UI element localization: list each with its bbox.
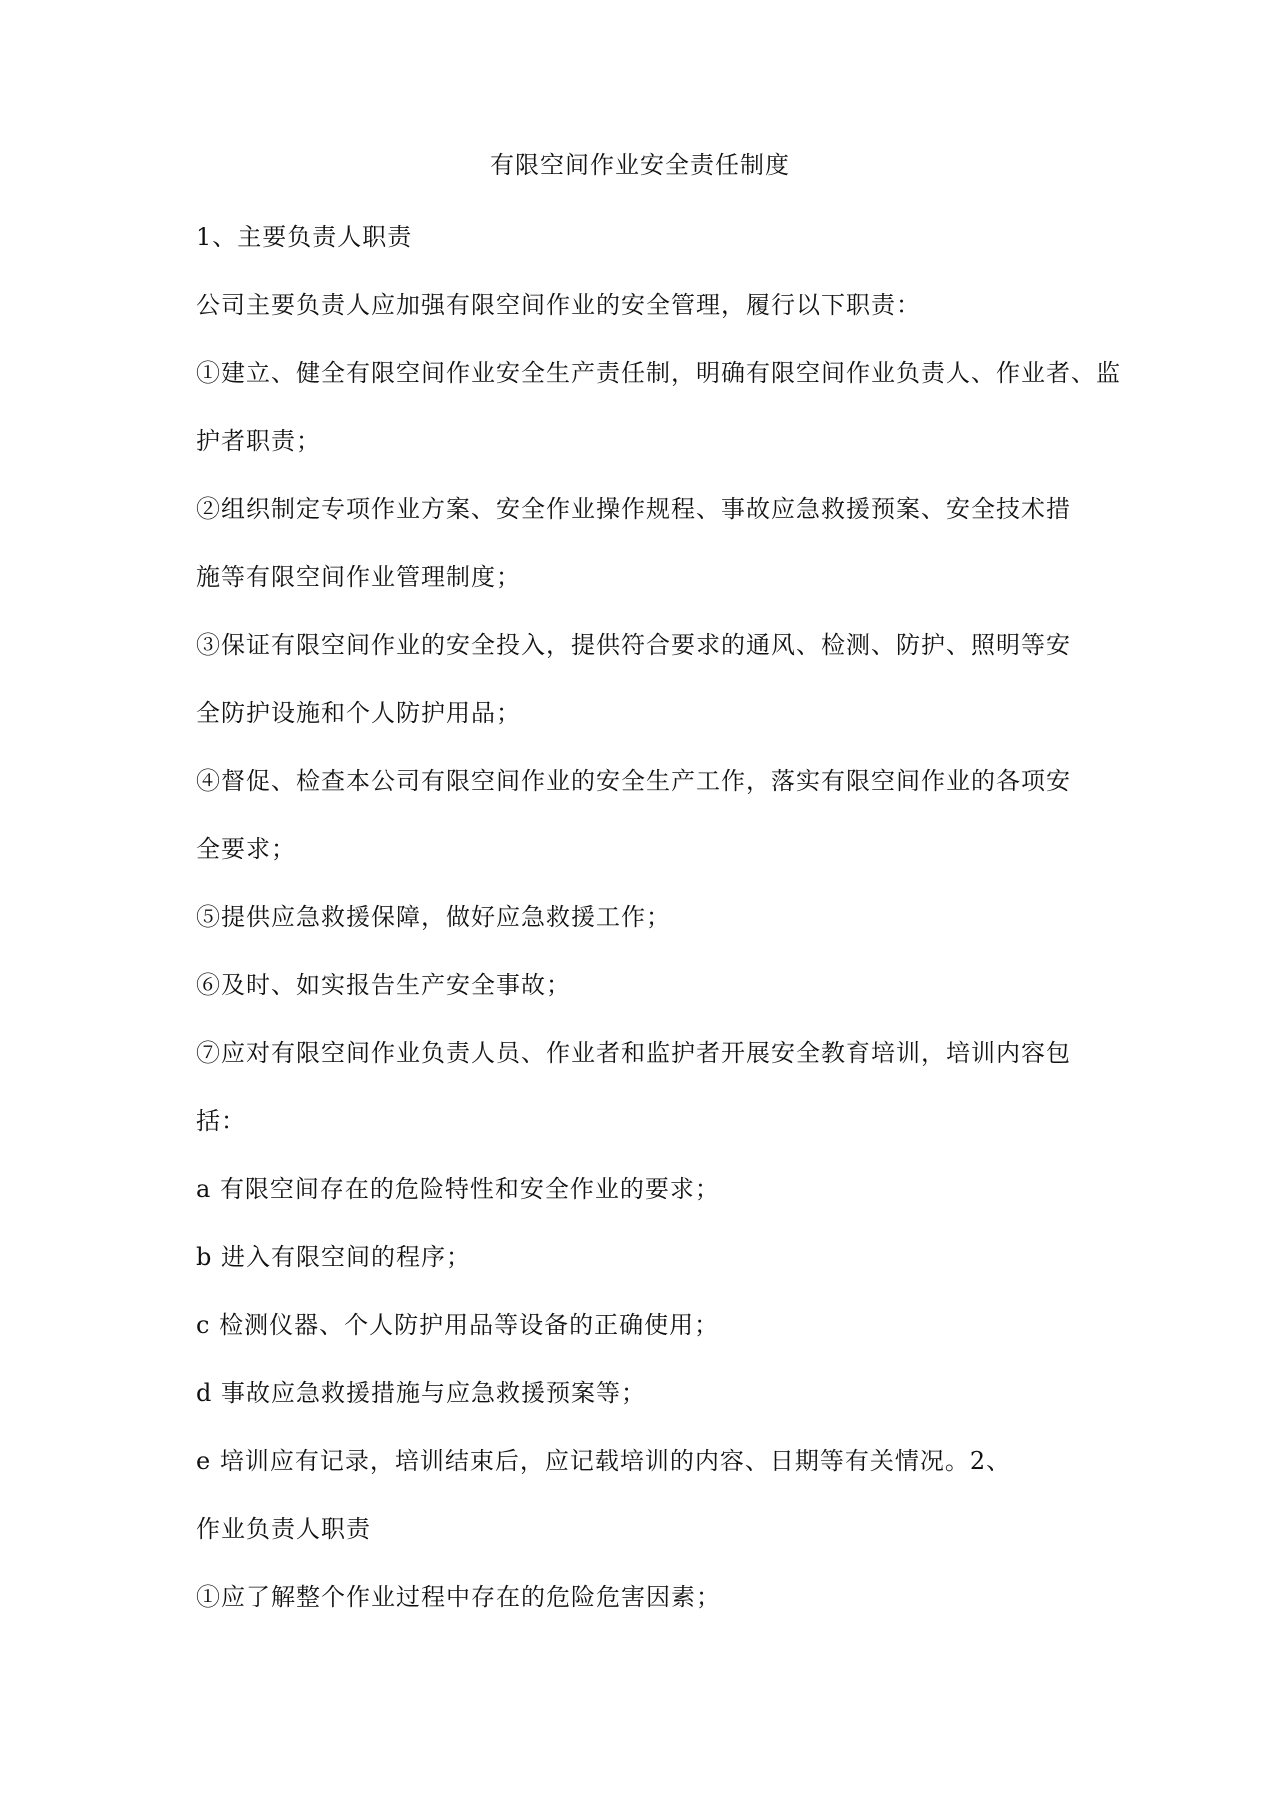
list-item: a 有限空间存在的危险特性和安全作业的要求； bbox=[196, 1175, 720, 1203]
paragraph-line: 护者职责； bbox=[196, 427, 321, 455]
paragraph-line: ①建立、健全有限空间作业安全生产责任制，明确有限空间作业负责人、作业者、监 bbox=[196, 359, 1121, 387]
paragraph-line: ⑥及时、如实报告生产安全事故； bbox=[196, 971, 571, 999]
list-item: b 进入有限空间的程序； bbox=[196, 1243, 471, 1271]
section-heading: 作业负责人职责 bbox=[196, 1515, 371, 1543]
paragraph-line: 施等有限空间作业管理制度； bbox=[196, 563, 521, 591]
section-heading: 1、主要负责人职责 bbox=[196, 223, 413, 251]
list-item: d 事故应急救援措施与应急救援预案等； bbox=[196, 1379, 646, 1407]
paragraph-line: ①应了解整个作业过程中存在的危险危害因素； bbox=[196, 1583, 721, 1611]
paragraph-line: 全防护设施和个人防护用品； bbox=[196, 699, 521, 727]
paragraph-line: ⑦应对有限空间作业负责人员、作业者和监护者开展安全教育培训，培训内容包 bbox=[196, 1039, 1071, 1067]
paragraph-line: ④督促、检查本公司有限空间作业的安全生产工作，落实有限空间作业的各项安 bbox=[196, 767, 1071, 795]
paragraph-line: 全要求； bbox=[196, 835, 296, 863]
paragraph-line: 括： bbox=[196, 1107, 246, 1135]
paragraph-line: 公司主要负责人应加强有限空间作业的安全管理，履行以下职责： bbox=[196, 291, 921, 319]
list-item: c 检测仪器、个人防护用品等设备的正确使用； bbox=[196, 1311, 720, 1339]
list-item: e 培训应有记录，培训结束后，应记载培训的内容、日期等有关情况。2、 bbox=[196, 1447, 1012, 1475]
paragraph-line: ⑤提供应急救援保障，做好应急救援工作； bbox=[196, 903, 671, 931]
document-title: 有限空间作业安全责任制度 bbox=[490, 151, 790, 179]
paragraph-line: ③保证有限空间作业的安全投入，提供符合要求的通风、检测、防护、照明等安 bbox=[196, 631, 1071, 659]
paragraph-line: ②组织制定专项作业方案、安全作业操作规程、事故应急救援预案、安全技术措 bbox=[196, 495, 1071, 523]
